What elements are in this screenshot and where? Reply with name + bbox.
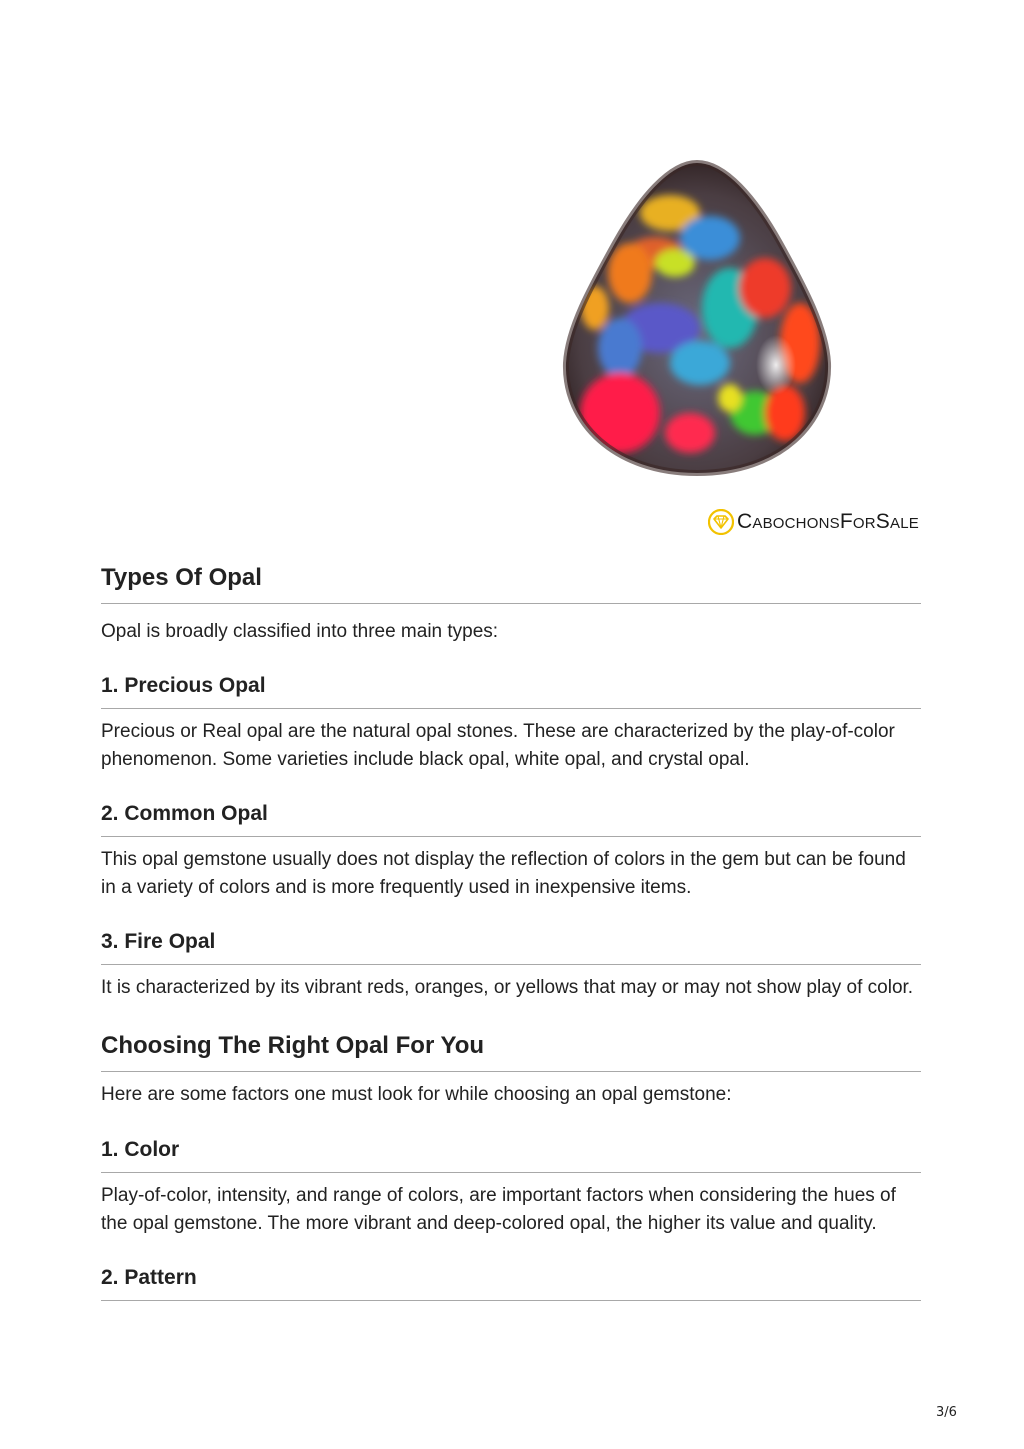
paragraph-color: Play-of-color, intensity, and range of colors, are important factors when considering the hues of the opal gemstone. The more vibrant and deep-colored opal, the higher its value and quality. xyxy=(101,1184,896,1234)
opal-gemstone-image xyxy=(560,158,835,478)
brand-logo xyxy=(708,506,919,538)
section-intro-types: Opal is broadly classified into three main types: xyxy=(101,621,499,642)
section-intro-choosing: Here are some factors one must look for while choosing an opal gemstone: xyxy=(101,1084,732,1105)
heading-pattern: 2. Pattern xyxy=(101,1263,921,1301)
paragraph-precious-opal: Precious or Real opal are the natural opal stones. These are characterized by the play-of-color phenomenon. Some varieties include black opal, white opal, and crystal opal. xyxy=(101,720,895,770)
diamond-icon xyxy=(708,509,734,535)
hero-image-area xyxy=(0,0,1024,550)
section-title-types-of-opal: Types Of Opal xyxy=(101,561,921,604)
page-number: 3/6 xyxy=(936,1405,957,1420)
paragraph-common-opal: This opal gemstone usually does not display the reflection of colors in the gem but can be found in a variety of colors and is more frequently used in inexpensive items. xyxy=(101,848,906,898)
brand-logo-text: CABOCHONSFORSALE xyxy=(737,510,919,533)
article-content xyxy=(101,561,921,1301)
heading-common-opal: 2. Common Opal xyxy=(101,799,921,837)
heading-fire-opal: 3. Fire Opal xyxy=(101,927,921,965)
heading-precious-opal: 1. Precious Opal xyxy=(101,671,921,709)
paragraph-fire-opal: It is characterized by its vibrant reds, oranges, or yellows that may or may not show play of color. xyxy=(101,976,914,998)
heading-color: 1. Color xyxy=(101,1135,921,1173)
section-title-choosing-opal: Choosing The Right Opal For You xyxy=(101,1029,921,1072)
